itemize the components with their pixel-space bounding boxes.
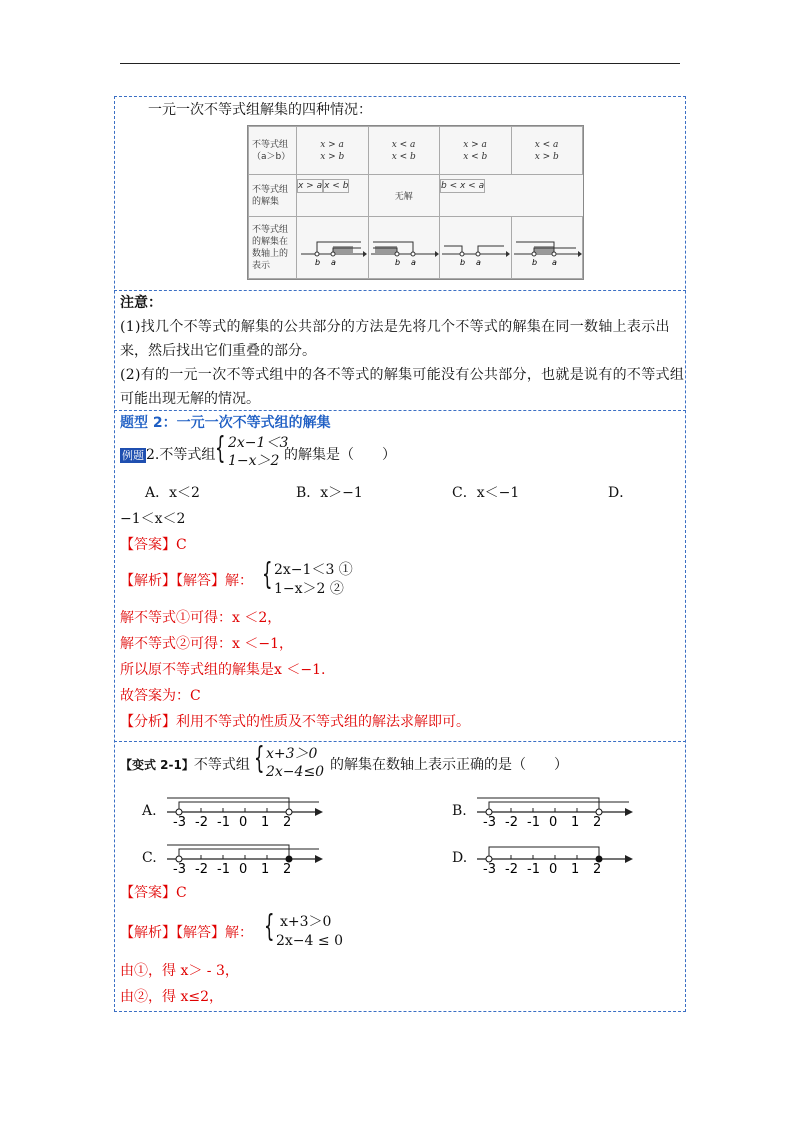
tick-label: -1 xyxy=(527,815,540,828)
option-a-label: A. xyxy=(142,803,157,819)
row-header: 不等式组（a＞b） xyxy=(249,127,297,175)
tick-label: 2 xyxy=(283,862,292,875)
table-number-line xyxy=(368,217,440,279)
solution-step: 解不等式②可得：x ＜−1， xyxy=(120,636,293,652)
option-a: A．x＜2 xyxy=(145,485,200,501)
note-line: 来，然后找出它们重叠的部分。 xyxy=(120,343,316,359)
variant-label: 【变式 2-1】不等式组 xyxy=(120,757,250,773)
option-d-value: −1＜x＜2 xyxy=(120,511,186,527)
brace: { xyxy=(264,909,275,944)
tick-label: -1 xyxy=(217,815,230,828)
endpoint xyxy=(286,809,292,815)
answer: 【答案】C xyxy=(120,537,187,553)
endpoint xyxy=(286,856,292,862)
brace: { xyxy=(262,557,273,592)
solution-step: 解不等式①可得：x ＜2， xyxy=(120,610,282,626)
tick-label: -1 xyxy=(217,862,230,875)
axis-label-b: b xyxy=(315,257,321,267)
system-line: 2x−4 ≤ 0 xyxy=(276,933,343,949)
note-line: (1)找几个不等式的解集的公共部分的方法是先将几个不等式的解集在同一数轴上表示出 xyxy=(120,319,670,335)
axis-label-a: a xyxy=(476,257,481,267)
solution-bracket xyxy=(179,849,319,859)
system-line: 2x−1＜3 ① xyxy=(274,562,353,578)
tick-label: 0 xyxy=(549,815,558,828)
system-line: 1−x＞2 ② xyxy=(274,581,344,597)
axis-label-b: b xyxy=(394,257,400,267)
axis-arrow xyxy=(315,855,323,863)
system-cell: x > a x < b xyxy=(463,139,488,162)
analysis-label: 【解析】【解答】解： xyxy=(120,573,253,589)
section-title: 题型 2：一元一次不等式组的解集 xyxy=(120,415,331,431)
divider xyxy=(114,410,686,411)
example-badge: 例题 xyxy=(122,449,144,462)
analysis-summary: 【分析】利用不等式的性质及不等式组的解法求解即可。 xyxy=(120,714,470,730)
system-cell: x < a x < b xyxy=(391,139,416,162)
solution-bracket xyxy=(489,847,599,859)
endpoint xyxy=(596,809,602,815)
tick-label: 2 xyxy=(593,862,602,875)
tick-label: 2 xyxy=(593,815,602,828)
tick-label: -3 xyxy=(483,862,496,875)
endpoint xyxy=(486,856,492,862)
endpoint xyxy=(596,856,602,862)
header-rule xyxy=(120,63,680,64)
solution-step: 所以原不等式组的解集是x ＜−1. xyxy=(120,662,326,678)
axis-label-a: a xyxy=(331,257,336,267)
system-cell: x > a x > b xyxy=(320,139,345,162)
axis-arrow xyxy=(625,808,633,816)
note-title: 注意： xyxy=(120,295,162,311)
table-number-line xyxy=(297,217,369,279)
axis-arrow xyxy=(315,808,323,816)
tick-label: 1 xyxy=(571,862,580,875)
inequality: 2x−1＜3 xyxy=(228,435,289,451)
number-line-a xyxy=(165,788,325,828)
solution-bracket xyxy=(179,802,319,812)
option-c-label: C. xyxy=(142,850,157,866)
inequality: x+3＞0 xyxy=(266,746,318,762)
final-answer: 故答案为：C xyxy=(120,688,201,704)
inequality: 1−x＞2 xyxy=(228,453,280,469)
axis-label-b: b xyxy=(531,257,537,267)
endpoint xyxy=(176,856,182,862)
tick-label: 0 xyxy=(549,862,558,875)
example-stem: 例题 2.不等式组 xyxy=(122,447,216,463)
axis-label-a: a xyxy=(410,257,416,267)
solution-bracket xyxy=(489,802,629,812)
number-line-c xyxy=(165,835,325,875)
tick-label: -3 xyxy=(483,815,496,828)
brace: { xyxy=(254,741,265,776)
endpoint xyxy=(176,809,182,815)
axis-label-a: a xyxy=(551,257,557,267)
option-c: C．x＜−1 xyxy=(452,485,520,501)
solution-cell: x < b xyxy=(324,180,349,191)
tick-label: 0 xyxy=(239,862,248,875)
stem-suffix: 的解集在数轴上表示正确的是（ ） xyxy=(330,757,568,773)
tick-label: 1 xyxy=(571,815,580,828)
tick-label: -2 xyxy=(195,815,208,828)
option-b-label: B. xyxy=(452,803,467,819)
note-line: 可能出现无解的情况。 xyxy=(120,391,260,407)
note-line: (2)有的一元一次不等式组中的各不等式的解集可能没有公共部分，也就是说有的不等式组 xyxy=(120,367,685,383)
axis-arrow xyxy=(625,855,633,863)
endpoint xyxy=(486,809,492,815)
divider xyxy=(114,290,686,291)
table-number-line xyxy=(511,217,583,279)
brace: { xyxy=(215,431,226,466)
row-header: 不等式组的解集在数轴上的表示 xyxy=(249,217,297,279)
stem-suffix: 的解集是（ ） xyxy=(284,447,396,463)
solution-step: 由②，得 x≤2， xyxy=(120,989,223,1005)
tick-label: -2 xyxy=(505,862,518,875)
solution-cell: b < x < a xyxy=(441,180,485,191)
solution-cell: 无解 xyxy=(368,175,440,217)
solution-bracket xyxy=(167,845,289,859)
analysis-label: 【解析】【解答】解： xyxy=(120,925,253,941)
tick-label: 1 xyxy=(261,862,270,875)
divider xyxy=(114,741,686,742)
solution-cell: x > a xyxy=(298,180,323,191)
solution-bracket xyxy=(477,798,599,812)
table-number-line xyxy=(440,217,512,279)
number-line-d xyxy=(475,835,635,875)
option-d: D． xyxy=(608,485,634,501)
option-d-label: D. xyxy=(452,850,468,866)
tick-label: 0 xyxy=(239,815,248,828)
number-line-b xyxy=(475,788,635,828)
inequality: 2x−4≤0 xyxy=(266,764,325,780)
tick-label: 1 xyxy=(261,815,270,828)
solution-cases-table xyxy=(247,125,584,280)
system-cell: x < a x > b xyxy=(534,139,559,162)
solution-step: 由①，得 x＞ - 3， xyxy=(120,963,239,979)
tick-label: -3 xyxy=(173,815,186,828)
solution-bracket xyxy=(167,798,289,812)
system-line: x+3＞0 xyxy=(280,914,332,930)
tick-label: -2 xyxy=(505,815,518,828)
tick-label: -1 xyxy=(527,862,540,875)
tick-label: -3 xyxy=(173,862,186,875)
row-header: 不等式组的解集 xyxy=(249,175,297,217)
answer: 【答案】C xyxy=(120,885,187,901)
intro-text: 一元一次不等式组解集的四种情况： xyxy=(148,102,372,118)
option-b: B．x＞−1 xyxy=(296,485,363,501)
tick-label: 2 xyxy=(283,815,292,828)
axis-label-b: b xyxy=(460,257,466,267)
tick-label: -2 xyxy=(195,862,208,875)
